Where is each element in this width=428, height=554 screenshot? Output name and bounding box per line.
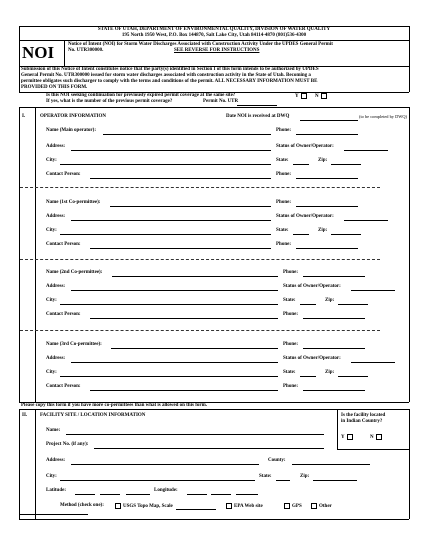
submission-text-3: permittee obligates such discharger to comply with the terms and conditions of the permit. ALL NECESSARY INFORMATION MUST BE bbox=[21, 79, 318, 84]
latitude-field-deg[interactable] bbox=[75, 494, 95, 495]
phone-field[interactable] bbox=[303, 276, 365, 277]
contact-person-label: Contact Person: bbox=[46, 312, 81, 317]
zip-field[interactable] bbox=[331, 234, 361, 235]
agency-address: 195 North 1950 West, P.O. Box 144870, Salt Lake City, Utah 84114-4870 (801)536-4300 bbox=[121, 33, 307, 38]
latitude-field-min[interactable] bbox=[100, 494, 120, 495]
continuation-yes[interactable]: Y bbox=[295, 93, 307, 100]
status-field[interactable] bbox=[351, 290, 395, 291]
status-label: Status of Owner/Operator: bbox=[283, 356, 341, 361]
main-operator-name-label: Name (Main operator): bbox=[46, 128, 96, 133]
longitude-field-deg[interactable] bbox=[187, 494, 207, 495]
indian-country-yes[interactable]: Y bbox=[341, 434, 353, 441]
contact-person-field[interactable] bbox=[90, 178, 271, 179]
address-field[interactable] bbox=[71, 290, 278, 291]
state-label: State: bbox=[283, 298, 296, 303]
address-field[interactable] bbox=[71, 362, 278, 363]
facility-zip-field[interactable] bbox=[313, 480, 357, 481]
main-operator-name-field[interactable] bbox=[103, 134, 271, 135]
project-number-label: Project No. (if any): bbox=[46, 442, 89, 447]
co-permittee1-name-label: Name (1st Co-permittee): bbox=[46, 200, 101, 205]
contact-person-field[interactable] bbox=[90, 248, 271, 249]
project-number-field[interactable] bbox=[94, 448, 324, 449]
permit-number-label: Permit No. UTR bbox=[203, 99, 239, 104]
contact-phone-label: Phone: bbox=[276, 172, 291, 177]
contact-person-label: Contact Person: bbox=[46, 172, 81, 177]
contact-phone-label: Phone: bbox=[283, 312, 298, 317]
agency-title: STATE OF UTAH, DEPARTMENT OF ENVIRONMENTAL QUALITY, DIVISION OF WATER QUALITY bbox=[97, 27, 331, 32]
city-field[interactable] bbox=[60, 304, 278, 305]
zip-label: Zip: bbox=[325, 298, 335, 303]
checkbox-icon[interactable] bbox=[347, 434, 353, 440]
phone-label: Phone: bbox=[276, 128, 291, 133]
submission-text-4: PROVIDED ON THIS FORM. bbox=[21, 85, 88, 90]
status-label: Status of Owner/Operator: bbox=[276, 144, 334, 149]
submission-text-2: General Permit No. UTR300000 issued for storm water discharges associated with construction activity in the State of Utah. Becoming a bbox=[21, 73, 311, 78]
facility-name-field[interactable] bbox=[66, 434, 324, 435]
city-field[interactable] bbox=[60, 164, 271, 165]
phone-label: Phone: bbox=[276, 200, 291, 205]
co-permittee1-name-field[interactable] bbox=[110, 206, 271, 207]
zip-label: Zip: bbox=[318, 228, 328, 233]
continuation-no[interactable]: N bbox=[315, 93, 327, 100]
contact-phone-field[interactable] bbox=[296, 178, 358, 179]
facility-city-field[interactable] bbox=[60, 480, 255, 481]
separator bbox=[20, 187, 380, 188]
facility-state-label: State: bbox=[259, 474, 272, 479]
contact-phone-field[interactable] bbox=[296, 248, 358, 249]
checkbox-icon[interactable] bbox=[311, 503, 317, 509]
checkbox-icon[interactable] bbox=[376, 434, 382, 440]
notice-title-line1: Notice of Intent (NOI) for Storm Water Discharges Associated with Construction Activity Under the UPDES General Permit bbox=[68, 42, 333, 47]
address-label: Address: bbox=[46, 144, 66, 149]
state-field[interactable] bbox=[300, 304, 316, 305]
contact-person-label: Contact Person: bbox=[46, 242, 81, 247]
state-field[interactable] bbox=[293, 164, 309, 165]
indian-country-no[interactable]: N bbox=[370, 434, 382, 441]
method-usgs-option[interactable]: USGS Topo Map, Scale bbox=[114, 503, 173, 510]
contact-person-label: Contact Person: bbox=[46, 384, 81, 389]
usgs-scale-field[interactable] bbox=[176, 509, 216, 510]
method-label: Method (check one): bbox=[60, 503, 104, 508]
city-label: City: bbox=[46, 158, 57, 163]
dwq-date-label: Date NOI is received at DWQ bbox=[226, 114, 290, 119]
state-label: State: bbox=[283, 370, 296, 375]
phone-field[interactable] bbox=[296, 134, 358, 135]
longitude-label: Longitude: bbox=[154, 488, 178, 493]
dwq-date-field[interactable] bbox=[300, 120, 358, 121]
city-label: City: bbox=[46, 298, 57, 303]
contact-person-field[interactable] bbox=[90, 390, 278, 391]
phone-label: Phone: bbox=[283, 270, 298, 275]
address-label: Address: bbox=[46, 284, 66, 289]
longitude-field-sec[interactable] bbox=[236, 494, 258, 495]
facility-city-label: City: bbox=[46, 474, 57, 479]
city-field[interactable] bbox=[60, 376, 278, 377]
status-field[interactable] bbox=[351, 362, 395, 363]
status-field[interactable] bbox=[344, 150, 388, 151]
state-label: State: bbox=[276, 158, 289, 163]
continuation-followup: If yes, what is the number of the previous permit coverage? bbox=[46, 99, 173, 104]
county-label: County: bbox=[268, 458, 286, 463]
facility-name-label: Name: bbox=[46, 428, 61, 433]
status-label: Status of Owner/Operator: bbox=[283, 284, 341, 289]
co-permittee3-name-field[interactable] bbox=[111, 348, 278, 349]
dwq-date-note: (to be completed by DWQ) bbox=[359, 114, 408, 119]
latitude-label: Latitude: bbox=[46, 488, 66, 493]
zip-field[interactable] bbox=[338, 376, 368, 377]
continuation-question: Is this NOI seeking continuation for previously expired permit coverage at the same site? bbox=[46, 93, 236, 98]
phone-field[interactable] bbox=[303, 348, 365, 349]
city-field[interactable] bbox=[60, 234, 271, 235]
city-label: City: bbox=[46, 370, 57, 375]
copy-form-note: Please copy this form if you have more co-permittees than what is allowed on this form. bbox=[21, 403, 207, 408]
facility-state-field[interactable] bbox=[276, 480, 290, 481]
contact-phone-field[interactable] bbox=[303, 390, 365, 391]
state-field[interactable] bbox=[300, 376, 316, 377]
status-label: Status of Owner/Operator: bbox=[276, 214, 334, 219]
checkbox-icon[interactable] bbox=[115, 503, 121, 509]
contact-phone-field[interactable] bbox=[303, 318, 365, 319]
checkbox-icon[interactable] bbox=[321, 93, 327, 99]
zip-field[interactable] bbox=[331, 164, 361, 165]
state-field[interactable] bbox=[293, 234, 309, 235]
contact-phone-label: Phone: bbox=[276, 242, 291, 247]
permit-number-field[interactable] bbox=[237, 105, 277, 106]
section2-number: II. bbox=[22, 413, 28, 418]
status-field[interactable] bbox=[344, 220, 388, 221]
co-permittee2-name-field[interactable] bbox=[112, 276, 278, 277]
zip-label: Zip: bbox=[325, 370, 335, 375]
contact-phone-label: Phone: bbox=[283, 384, 298, 389]
address-field[interactable] bbox=[71, 220, 271, 221]
section2-title: FACILITY SITE / LOCATION INFORMATION bbox=[40, 413, 146, 418]
address-field[interactable] bbox=[71, 150, 271, 151]
city-label: City: bbox=[46, 228, 57, 233]
section1-number: I. bbox=[22, 114, 26, 119]
form-code: NOI bbox=[22, 43, 55, 62]
zip-label: Zip: bbox=[318, 158, 328, 163]
submission-text-1: Submission of this Notice of Intent constitutes notice that the party(s) identified in Section I of this form intends to be authorized by UPDES bbox=[21, 67, 319, 72]
separator bbox=[20, 259, 380, 260]
latitude-field-sec[interactable] bbox=[126, 494, 150, 495]
facility-zip-label: Zip: bbox=[300, 474, 310, 479]
checkbox-icon[interactable] bbox=[301, 93, 307, 99]
address-label: Address: bbox=[46, 356, 66, 361]
facility-address-field[interactable] bbox=[71, 464, 259, 465]
phone-field[interactable] bbox=[296, 206, 358, 207]
method-gps-option[interactable]: GPS bbox=[283, 503, 302, 510]
contact-person-field[interactable] bbox=[90, 318, 278, 319]
state-label: State: bbox=[276, 228, 289, 233]
see-reverse-link[interactable]: SEE REVERSE FOR INSTRUCTIONS bbox=[174, 48, 260, 53]
indian-country-question-2: in Indian Country? bbox=[341, 419, 383, 424]
indian-country-question-1: Is the facility located bbox=[341, 413, 386, 418]
co-permittee3-name-label: Name (3rd Co-permittee): bbox=[46, 342, 102, 347]
longitude-field-min[interactable] bbox=[211, 494, 231, 495]
checkbox-icon[interactable] bbox=[284, 503, 290, 509]
method-epa-option[interactable]: EPA Web site bbox=[225, 503, 263, 510]
address-label: Address: bbox=[46, 214, 66, 219]
zip-field[interactable] bbox=[338, 304, 368, 305]
separator bbox=[20, 330, 380, 331]
phone-label: Phone: bbox=[283, 342, 298, 347]
method-other-field[interactable] bbox=[20, 514, 88, 515]
section1-title: OPERATOR INFORMATION bbox=[40, 114, 106, 119]
notice-title-line2: No. UTR300000. bbox=[68, 48, 104, 53]
method-other-option[interactable]: Other bbox=[310, 503, 332, 510]
co-permittee2-name-label: Name (2nd Co-permittee): bbox=[46, 270, 103, 275]
checkbox-icon[interactable] bbox=[226, 503, 232, 509]
county-field[interactable] bbox=[292, 464, 370, 465]
facility-address-label: Address: bbox=[46, 458, 66, 463]
